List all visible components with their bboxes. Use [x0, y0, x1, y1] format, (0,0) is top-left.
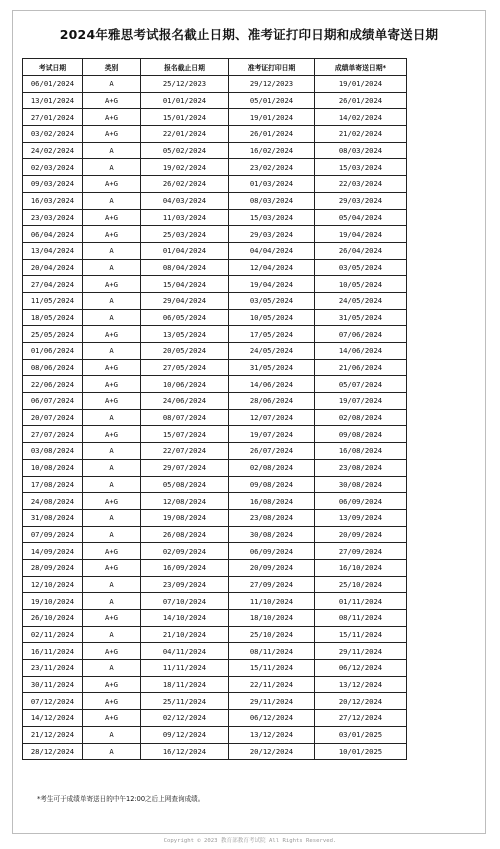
table-row [23, 610, 407, 627]
cell-admission-ticket-date: 23/02/2024 [229, 159, 315, 176]
cell-category: A [83, 593, 141, 610]
cell-category: A [83, 192, 141, 209]
cell-exam-date: 11/05/2024 [23, 292, 83, 309]
cell-score-report-date: 27/12/2024 [315, 710, 407, 727]
cell-score-report-date: 19/04/2024 [315, 226, 407, 243]
cell-registration-deadline: 02/12/2024 [141, 710, 229, 727]
table-row [23, 676, 407, 693]
cell-admission-ticket-date: 26/01/2024 [229, 126, 315, 143]
document-title: 2024年雅思考试报名截止日期、准考证打印日期和成绩单寄送日期 [59, 27, 439, 42]
cell-category: A [83, 343, 141, 360]
cell-exam-date: 23/11/2024 [23, 660, 83, 677]
cell-registration-deadline: 06/05/2024 [141, 309, 229, 326]
cell-exam-date: 22/06/2024 [23, 376, 83, 393]
cell-admission-ticket-date: 02/08/2024 [229, 459, 315, 476]
cell-score-report-date: 05/07/2024 [315, 376, 407, 393]
cell-admission-ticket-date: 03/05/2024 [229, 292, 315, 309]
cell-score-report-date: 14/06/2024 [315, 343, 407, 360]
table-row [23, 576, 407, 593]
table-row [23, 126, 407, 143]
cell-category: A+G [83, 226, 141, 243]
cell-score-report-date: 06/09/2024 [315, 493, 407, 510]
cell-score-report-date: 22/03/2024 [315, 176, 407, 193]
cell-score-report-date: 03/05/2024 [315, 259, 407, 276]
cell-admission-ticket-date: 17/05/2024 [229, 326, 315, 343]
cell-exam-date: 31/08/2024 [23, 509, 83, 526]
cell-registration-deadline: 29/07/2024 [141, 459, 229, 476]
cell-exam-date: 20/04/2024 [23, 259, 83, 276]
cell-admission-ticket-date: 16/02/2024 [229, 142, 315, 159]
cell-registration-deadline: 16/09/2024 [141, 559, 229, 576]
cell-admission-ticket-date: 06/12/2024 [229, 710, 315, 727]
cell-admission-ticket-date: 29/03/2024 [229, 226, 315, 243]
cell-registration-deadline: 05/02/2024 [141, 142, 229, 159]
table-row [23, 142, 407, 159]
cell-category: A [83, 509, 141, 526]
table-header-row [23, 59, 407, 76]
cell-registration-deadline: 29/04/2024 [141, 292, 229, 309]
cell-score-report-date: 10/01/2025 [315, 743, 407, 760]
cell-exam-date: 13/04/2024 [23, 242, 83, 259]
copyright-footer: Copyright © 2023 教育部教育考试院 All Rights Reserved. [163, 838, 337, 844]
cell-score-report-date: 26/04/2024 [315, 242, 407, 259]
cell-exam-date: 13/01/2024 [23, 92, 83, 109]
cell-admission-ticket-date: 01/03/2024 [229, 176, 315, 193]
schedule-table [22, 58, 407, 760]
cell-exam-date: 02/03/2024 [23, 159, 83, 176]
cell-registration-deadline: 05/08/2024 [141, 476, 229, 493]
cell-admission-ticket-date: 27/09/2024 [229, 576, 315, 593]
cell-category: A+G [83, 376, 141, 393]
cell-admission-ticket-date: 29/12/2023 [229, 76, 315, 93]
cell-registration-deadline: 14/10/2024 [141, 610, 229, 627]
cell-exam-date: 14/09/2024 [23, 543, 83, 560]
table-row [23, 76, 407, 93]
cell-admission-ticket-date: 19/01/2024 [229, 109, 315, 126]
table-row [23, 459, 407, 476]
table-row [23, 710, 407, 727]
cell-admission-ticket-date: 05/01/2024 [229, 92, 315, 109]
cell-admission-ticket-date: 12/04/2024 [229, 259, 315, 276]
cell-category: A+G [83, 643, 141, 660]
table-row [23, 626, 407, 643]
cell-registration-deadline: 22/07/2024 [141, 443, 229, 460]
cell-exam-date: 27/07/2024 [23, 426, 83, 443]
cell-score-report-date: 20/12/2024 [315, 693, 407, 710]
cell-score-report-date: 29/03/2024 [315, 192, 407, 209]
cell-category: A [83, 142, 141, 159]
cell-category: A+G [83, 543, 141, 560]
cell-admission-ticket-date: 18/10/2024 [229, 610, 315, 627]
cell-registration-deadline: 15/07/2024 [141, 426, 229, 443]
cell-category: A+G [83, 426, 141, 443]
cell-exam-date: 08/06/2024 [23, 359, 83, 376]
cell-registration-deadline: 01/04/2024 [141, 242, 229, 259]
cell-score-report-date: 01/11/2024 [315, 593, 407, 610]
cell-admission-ticket-date: 19/04/2024 [229, 276, 315, 293]
cell-exam-date: 28/12/2024 [23, 743, 83, 760]
cell-admission-ticket-date: 30/08/2024 [229, 526, 315, 543]
cell-score-report-date: 26/01/2024 [315, 92, 407, 109]
cell-category: A+G [83, 209, 141, 226]
cell-admission-ticket-date: 25/10/2024 [229, 626, 315, 643]
document-page [12, 10, 486, 834]
cell-admission-ticket-date: 13/12/2024 [229, 726, 315, 743]
table-row [23, 426, 407, 443]
cell-category: A+G [83, 176, 141, 193]
cell-registration-deadline: 04/03/2024 [141, 192, 229, 209]
cell-registration-deadline: 10/06/2024 [141, 376, 229, 393]
cell-admission-ticket-date: 12/07/2024 [229, 409, 315, 426]
table-row [23, 326, 407, 343]
table-row [23, 693, 407, 710]
cell-registration-deadline: 01/01/2024 [141, 92, 229, 109]
table-row [23, 543, 407, 560]
cell-exam-date: 03/08/2024 [23, 443, 83, 460]
cell-score-report-date: 09/08/2024 [315, 426, 407, 443]
cell-category: A+G [83, 359, 141, 376]
cell-registration-deadline: 13/05/2024 [141, 326, 229, 343]
table-row [23, 726, 407, 743]
cell-admission-ticket-date: 08/11/2024 [229, 643, 315, 660]
cell-score-report-date: 15/11/2024 [315, 626, 407, 643]
cell-exam-date: 06/07/2024 [23, 393, 83, 410]
table-row [23, 192, 407, 209]
cell-exam-date: 28/09/2024 [23, 559, 83, 576]
cell-registration-deadline: 25/03/2024 [141, 226, 229, 243]
table-row [23, 509, 407, 526]
cell-category: A [83, 576, 141, 593]
cell-category: A [83, 309, 141, 326]
cell-exam-date: 07/09/2024 [23, 526, 83, 543]
cell-registration-deadline: 15/01/2024 [141, 109, 229, 126]
cell-score-report-date: 14/02/2024 [315, 109, 407, 126]
cell-category: A+G [83, 276, 141, 293]
cell-exam-date: 16/03/2024 [23, 192, 83, 209]
cell-exam-date: 25/05/2024 [23, 326, 83, 343]
cell-exam-date: 21/12/2024 [23, 726, 83, 743]
cell-category: A+G [83, 109, 141, 126]
cell-registration-deadline: 07/10/2024 [141, 593, 229, 610]
cell-category: A [83, 526, 141, 543]
cell-category: A [83, 292, 141, 309]
cell-category: A [83, 459, 141, 476]
cell-score-report-date: 20/09/2024 [315, 526, 407, 543]
table-row [23, 643, 407, 660]
cell-exam-date: 17/08/2024 [23, 476, 83, 493]
table-row [23, 743, 407, 760]
table-row [23, 660, 407, 677]
cell-score-report-date: 24/05/2024 [315, 292, 407, 309]
cell-exam-date: 12/10/2024 [23, 576, 83, 593]
cell-category: A [83, 626, 141, 643]
cell-exam-date: 30/11/2024 [23, 676, 83, 693]
cell-registration-deadline: 26/02/2024 [141, 176, 229, 193]
cell-score-report-date: 08/11/2024 [315, 610, 407, 627]
cell-score-report-date: 25/10/2024 [315, 576, 407, 593]
footnote: *考生可于成绩单寄送日的中午12:00之后上网查询成绩。 [37, 795, 205, 803]
cell-registration-deadline: 15/04/2024 [141, 276, 229, 293]
table-row [23, 559, 407, 576]
cell-registration-deadline: 02/09/2024 [141, 543, 229, 560]
cell-exam-date: 14/12/2024 [23, 710, 83, 727]
cell-admission-ticket-date: 04/04/2024 [229, 242, 315, 259]
cell-exam-date: 19/10/2024 [23, 593, 83, 610]
cell-score-report-date: 13/09/2024 [315, 509, 407, 526]
cell-admission-ticket-date: 14/06/2024 [229, 376, 315, 393]
cell-score-report-date: 19/07/2024 [315, 393, 407, 410]
table-body [23, 76, 407, 760]
cell-admission-ticket-date: 19/07/2024 [229, 426, 315, 443]
cell-category: A [83, 660, 141, 677]
table-row [23, 593, 407, 610]
table-row [23, 109, 407, 126]
cell-registration-deadline: 12/08/2024 [141, 493, 229, 510]
cell-admission-ticket-date: 23/08/2024 [229, 509, 315, 526]
cell-admission-ticket-date: 26/07/2024 [229, 443, 315, 460]
cell-exam-date: 27/04/2024 [23, 276, 83, 293]
cell-exam-date: 10/08/2024 [23, 459, 83, 476]
cell-registration-deadline: 18/11/2024 [141, 676, 229, 693]
cell-category: A [83, 743, 141, 760]
cell-category: A+G [83, 676, 141, 693]
cell-score-report-date: 19/01/2024 [315, 76, 407, 93]
cell-admission-ticket-date: 10/05/2024 [229, 309, 315, 326]
cell-score-report-date: 27/09/2024 [315, 543, 407, 560]
table-row [23, 443, 407, 460]
cell-admission-ticket-date: 06/09/2024 [229, 543, 315, 560]
cell-registration-deadline: 25/12/2023 [141, 76, 229, 93]
table-row [23, 292, 407, 309]
cell-registration-deadline: 27/05/2024 [141, 359, 229, 376]
header-score-report-date: 成绩单寄送日期* [315, 59, 407, 76]
cell-admission-ticket-date: 16/08/2024 [229, 493, 315, 510]
header-admission-ticket-date: 准考证打印日期 [229, 59, 315, 76]
header-category: 类别 [83, 59, 141, 76]
cell-category: A [83, 76, 141, 93]
cell-exam-date: 18/05/2024 [23, 309, 83, 326]
table-row [23, 276, 407, 293]
cell-registration-deadline: 19/08/2024 [141, 509, 229, 526]
table-row [23, 92, 407, 109]
table-row [23, 343, 407, 360]
cell-score-report-date: 02/08/2024 [315, 409, 407, 426]
cell-category: A [83, 443, 141, 460]
table-row [23, 359, 407, 376]
cell-category: A+G [83, 393, 141, 410]
cell-exam-date: 24/08/2024 [23, 493, 83, 510]
cell-exam-date: 09/03/2024 [23, 176, 83, 193]
cell-score-report-date: 05/04/2024 [315, 209, 407, 226]
cell-category: A+G [83, 559, 141, 576]
cell-score-report-date: 15/03/2024 [315, 159, 407, 176]
table-row [23, 493, 407, 510]
cell-score-report-date: 13/12/2024 [315, 676, 407, 693]
cell-admission-ticket-date: 09/08/2024 [229, 476, 315, 493]
cell-admission-ticket-date: 11/10/2024 [229, 593, 315, 610]
cell-exam-date: 07/12/2024 [23, 693, 83, 710]
table-row [23, 259, 407, 276]
cell-registration-deadline: 16/12/2024 [141, 743, 229, 760]
cell-admission-ticket-date: 15/03/2024 [229, 209, 315, 226]
cell-registration-deadline: 22/01/2024 [141, 126, 229, 143]
cell-category: A [83, 409, 141, 426]
cell-registration-deadline: 09/12/2024 [141, 726, 229, 743]
cell-registration-deadline: 20/05/2024 [141, 343, 229, 360]
cell-exam-date: 23/03/2024 [23, 209, 83, 226]
cell-admission-ticket-date: 15/11/2024 [229, 660, 315, 677]
table-row [23, 409, 407, 426]
cell-registration-deadline: 11/11/2024 [141, 660, 229, 677]
header-registration-deadline: 报名截止日期 [141, 59, 229, 76]
cell-exam-date: 03/02/2024 [23, 126, 83, 143]
cell-exam-date: 02/11/2024 [23, 626, 83, 643]
cell-category: A+G [83, 326, 141, 343]
cell-exam-date: 06/01/2024 [23, 76, 83, 93]
cell-admission-ticket-date: 28/06/2024 [229, 393, 315, 410]
cell-score-report-date: 31/05/2024 [315, 309, 407, 326]
table-row [23, 242, 407, 259]
cell-admission-ticket-date: 08/03/2024 [229, 192, 315, 209]
cell-score-report-date: 10/05/2024 [315, 276, 407, 293]
cell-registration-deadline: 21/10/2024 [141, 626, 229, 643]
cell-score-report-date: 23/08/2024 [315, 459, 407, 476]
cell-registration-deadline: 11/03/2024 [141, 209, 229, 226]
cell-score-report-date: 06/12/2024 [315, 660, 407, 677]
cell-registration-deadline: 08/04/2024 [141, 259, 229, 276]
cell-exam-date: 01/06/2024 [23, 343, 83, 360]
cell-score-report-date: 03/01/2025 [315, 726, 407, 743]
cell-registration-deadline: 26/08/2024 [141, 526, 229, 543]
cell-category: A+G [83, 693, 141, 710]
cell-admission-ticket-date: 29/11/2024 [229, 693, 315, 710]
table-row [23, 376, 407, 393]
cell-category: A+G [83, 493, 141, 510]
cell-score-report-date: 16/08/2024 [315, 443, 407, 460]
cell-category: A+G [83, 610, 141, 627]
table-row [23, 176, 407, 193]
cell-score-report-date: 21/06/2024 [315, 359, 407, 376]
cell-exam-date: 24/02/2024 [23, 142, 83, 159]
cell-category: A [83, 476, 141, 493]
table-row [23, 309, 407, 326]
cell-score-report-date: 08/03/2024 [315, 142, 407, 159]
cell-score-report-date: 07/06/2024 [315, 326, 407, 343]
table-row [23, 159, 407, 176]
table-row [23, 476, 407, 493]
cell-registration-deadline: 08/07/2024 [141, 409, 229, 426]
cell-admission-ticket-date: 31/05/2024 [229, 359, 315, 376]
cell-registration-deadline: 24/06/2024 [141, 393, 229, 410]
cell-exam-date: 26/10/2024 [23, 610, 83, 627]
cell-category: A [83, 242, 141, 259]
cell-exam-date: 06/04/2024 [23, 226, 83, 243]
cell-admission-ticket-date: 22/11/2024 [229, 676, 315, 693]
cell-registration-deadline: 23/09/2024 [141, 576, 229, 593]
cell-category: A [83, 726, 141, 743]
table-row [23, 393, 407, 410]
cell-exam-date: 27/01/2024 [23, 109, 83, 126]
cell-category: A+G [83, 126, 141, 143]
cell-registration-deadline: 25/11/2024 [141, 693, 229, 710]
header-exam-date: 考试日期 [23, 59, 83, 76]
table-row [23, 209, 407, 226]
table-row [23, 226, 407, 243]
cell-admission-ticket-date: 24/05/2024 [229, 343, 315, 360]
cell-score-report-date: 29/11/2024 [315, 643, 407, 660]
cell-exam-date: 16/11/2024 [23, 643, 83, 660]
cell-category: A+G [83, 710, 141, 727]
cell-exam-date: 20/07/2024 [23, 409, 83, 426]
cell-score-report-date: 21/02/2024 [315, 126, 407, 143]
table-row [23, 526, 407, 543]
cell-score-report-date: 30/08/2024 [315, 476, 407, 493]
cell-admission-ticket-date: 20/12/2024 [229, 743, 315, 760]
cell-category: A+G [83, 92, 141, 109]
cell-category: A [83, 159, 141, 176]
cell-registration-deadline: 04/11/2024 [141, 643, 229, 660]
cell-score-report-date: 16/10/2024 [315, 559, 407, 576]
cell-category: A [83, 259, 141, 276]
cell-registration-deadline: 19/02/2024 [141, 159, 229, 176]
cell-admission-ticket-date: 20/09/2024 [229, 559, 315, 576]
